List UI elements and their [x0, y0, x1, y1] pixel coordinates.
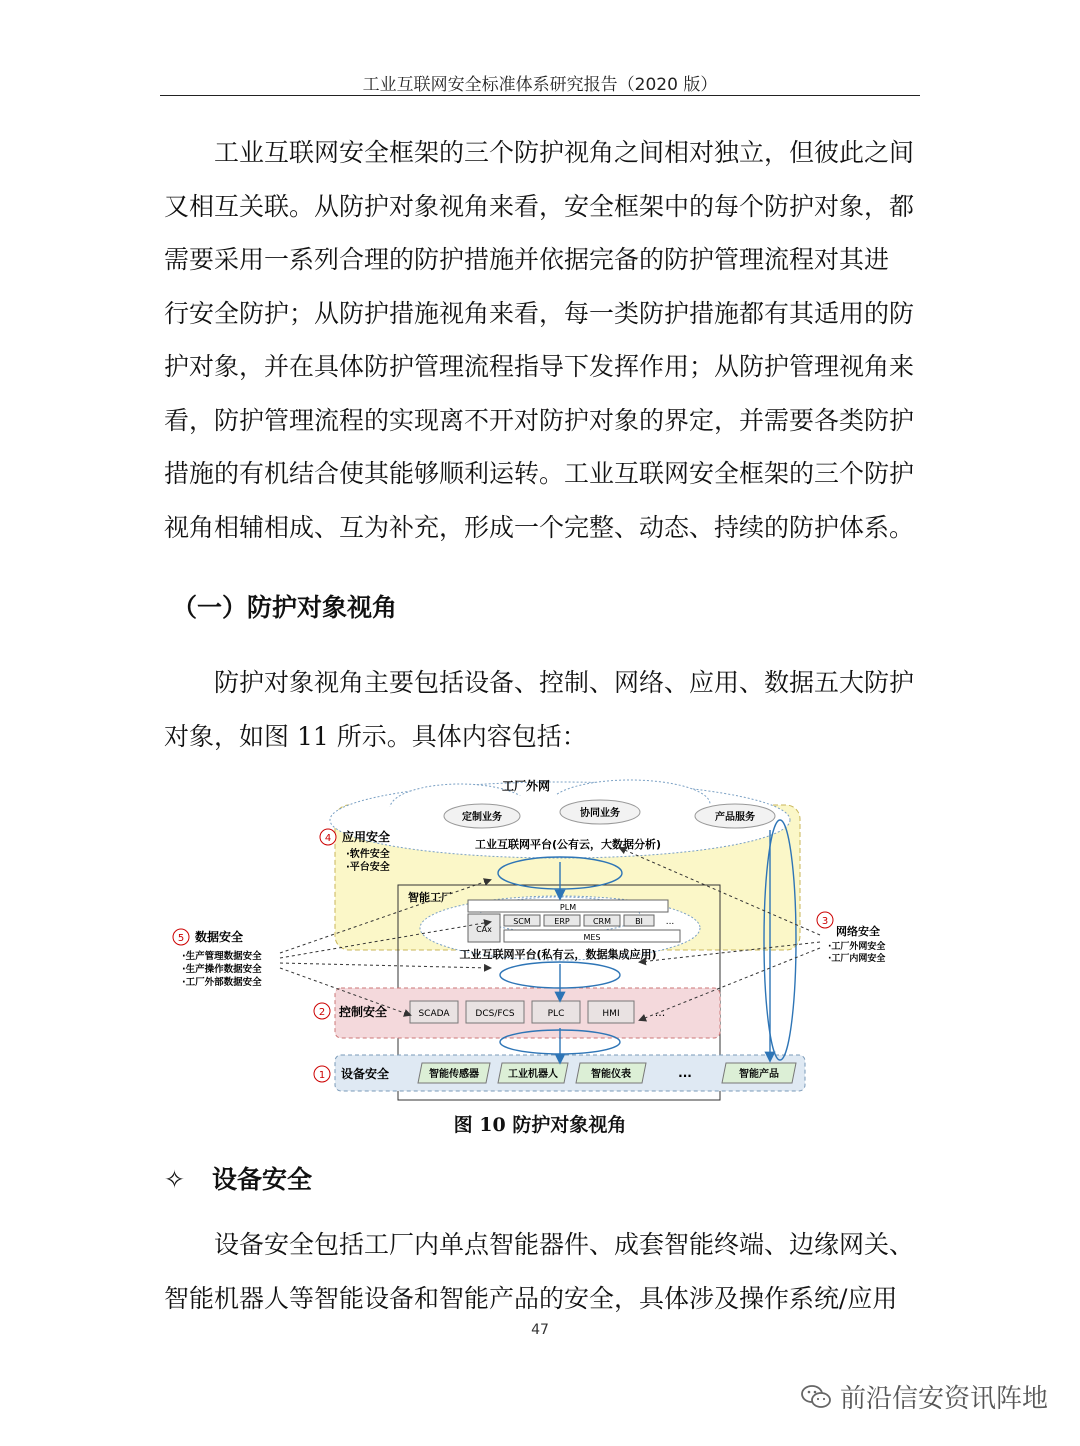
network-security-item: ·工厂内网安全	[828, 954, 886, 964]
section-heading: （一）防护对象视角	[172, 593, 398, 622]
text-line: 对象，如图 11 所示。具体内容包括：	[164, 721, 587, 751]
outer-network-label: 工厂外网	[501, 779, 551, 793]
cloud-item-custom: 定制业务	[462, 812, 502, 823]
header-divider	[160, 95, 920, 96]
text-line: 防护对象视角主要包括设备、控制、网络、应用、数据五大防护	[164, 668, 915, 697]
cloud-item-product: 产品服务	[715, 812, 755, 823]
bi-label: BI	[635, 917, 643, 926]
device-item-meter: 智能仪表	[591, 1069, 631, 1080]
systems-ellipsis: ...	[665, 917, 675, 927]
text-line: 需要采用一系列合理的防护措施并依据完备的防护管理流程对其进	[164, 245, 890, 274]
diamond-star-icon: ✧	[164, 1165, 185, 1194]
device-item-robot: 工业机器人	[508, 1069, 558, 1080]
text-line: 看，防护管理流程的实现离不开对防护对象的界定，并需要各类防护	[164, 405, 915, 435]
text-line: 行安全防护；从防护措施视角来看，每一类防护措施都有其适用的防	[164, 298, 915, 328]
bullet-heading-title: 设备安全	[212, 1165, 313, 1194]
control-item-scada: SCADA	[418, 1009, 450, 1019]
watermark	[800, 1378, 1048, 1415]
bullet-heading	[164, 1160, 312, 1196]
text-line: 智能机器人等智能设备和智能产品的安全，具体涉及操作系统/应用	[164, 1283, 898, 1313]
watermark-text: 前沿信安资讯阵地	[840, 1384, 1049, 1414]
device-item-sensor: 智能传感器	[429, 1069, 479, 1080]
private-platform-label: 工业互联网平台(私有云，数据集成应用)	[459, 948, 657, 961]
text-line: 视角相辅相成、互为补充，形成一个完整、动态、持续的防护体系。	[164, 512, 915, 542]
cloud-item-collab: 协同业务	[580, 808, 620, 819]
data-security-item: ·生产管理数据安全	[182, 951, 262, 962]
cax-label: CAx	[476, 925, 492, 934]
control-security-num: 2	[318, 1007, 326, 1018]
text-line: 工业互联网安全框架的三个防护视角之间相对独立，但彼此之间	[164, 138, 915, 167]
app-security-item: ·软件安全	[346, 849, 390, 860]
text-line: 又相互关联。从防护对象视角来看，安全框架中的每个防护对象，都	[164, 191, 915, 221]
crm-label: CRM	[592, 917, 612, 926]
protection-object-diagram	[160, 770, 886, 1110]
data-security-num: 5	[177, 933, 185, 944]
erp-label: ERP	[554, 917, 570, 926]
running-header: 工业互联网安全标准体系研究报告（2020 版）	[362, 75, 718, 95]
device-security-title: 设备安全	[341, 1067, 390, 1081]
network-security-item: ·工厂外网安全	[828, 942, 886, 952]
app-security-num: 4	[324, 833, 332, 844]
device-security-num: 1	[318, 1070, 326, 1081]
app-security-title: 应用安全	[342, 830, 391, 844]
text-line: 护对象，并在具体防护管理流程指导下发挥作用；从防护管理视角来	[164, 352, 915, 381]
text-line: 措施的有机结合使其能够顺利运转。工业互联网安全框架的三个防护	[164, 459, 915, 488]
network-security-num: 3	[821, 916, 829, 927]
plm-label: PLM	[559, 903, 577, 912]
page-number: 47	[531, 1322, 549, 1338]
app-security-item: ·平台安全	[346, 862, 390, 873]
paragraph-framework-intro	[164, 126, 920, 554]
data-security-title: 数据安全	[195, 930, 244, 944]
control-security-title: 控制安全	[339, 1005, 388, 1019]
paragraph-device-security	[164, 1218, 920, 1325]
data-security-item: ·生产操作数据安全	[182, 964, 262, 975]
text-line: 设备安全包括工厂内单点智能器件、成套智能终端、边缘网关、	[164, 1230, 915, 1259]
scm-label: SCM	[513, 917, 531, 926]
device-item-product: 智能产品	[739, 1069, 779, 1080]
paragraph-object-view	[164, 656, 920, 763]
control-item-plc: PLC	[547, 1009, 565, 1019]
device-item-ellipsis: ...	[678, 1066, 692, 1080]
control-item-ellipsis: ...	[654, 1006, 666, 1019]
mes-label: MES	[583, 933, 601, 942]
figure-caption: 图 10 防护对象视角	[453, 1114, 627, 1136]
control-item-dcs: DCS/FCS	[475, 1009, 515, 1019]
network-security-title: 网络安全	[836, 925, 880, 938]
wechat-icon	[800, 1383, 832, 1411]
smart-factory-label: 智能工厂	[408, 891, 452, 904]
control-item-hmi: HMI	[602, 1009, 620, 1019]
data-security-item: ·工厂外部数据安全	[182, 977, 262, 988]
public-platform-label: 工业互联网平台(公有云，大数据分析)	[474, 838, 662, 851]
